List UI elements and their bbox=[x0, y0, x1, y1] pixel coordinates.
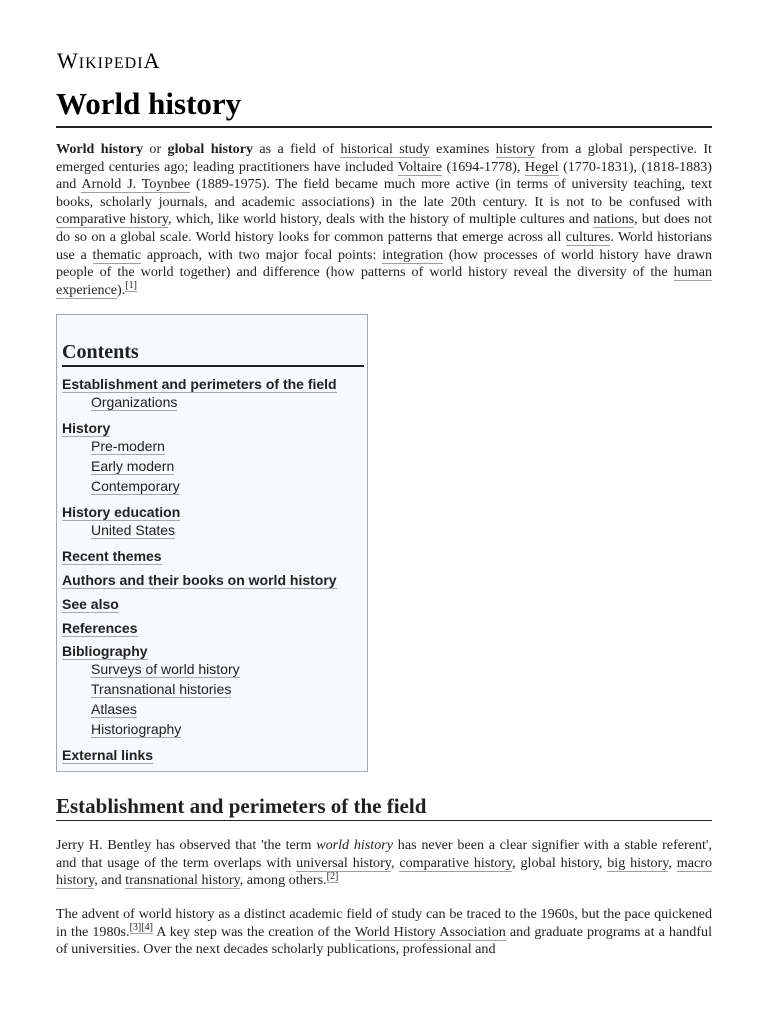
text: , but does not do so on a global scale. World history looks for common patterns that emerge across all bbox=[56, 211, 712, 245]
link-arnold-toynbee[interactable]: Arnold J. Toynbee bbox=[81, 176, 191, 193]
toc-item-surveys[interactable]: Surveys of world history bbox=[91, 661, 240, 677]
bold-term: World history bbox=[56, 141, 144, 157]
text: . World historians use a bbox=[56, 228, 712, 263]
bold-term: global history bbox=[167, 141, 253, 157]
link-thematic[interactable]: thematic bbox=[92, 246, 142, 263]
link-human-experience[interactable]: human experience bbox=[56, 264, 712, 298]
toc-item-united-states[interactable]: United States bbox=[91, 522, 176, 538]
toc-item-authors[interactable]: Authors and their books on world history bbox=[62, 572, 337, 588]
section-paragraph bbox=[56, 906, 712, 959]
citation-4[interactable]: [4] bbox=[141, 921, 153, 933]
emphasis: world history bbox=[316, 837, 394, 853]
text: (1889-1975). The field became much more active (in terms of university teaching, text books, scholarly journals, and academic associations) in the late 20th century. It is not to be confused with bbox=[56, 176, 712, 210]
link-integration[interactable]: integration bbox=[382, 246, 444, 263]
toc-item-transnational[interactable]: Transnational histories bbox=[91, 681, 232, 697]
text: as a field of bbox=[253, 141, 341, 157]
citation-3[interactable]: [3] bbox=[129, 921, 142, 933]
link-cultures[interactable]: cultures bbox=[565, 228, 611, 245]
text: , among others. bbox=[239, 872, 327, 889]
intro-paragraph bbox=[56, 141, 712, 299]
toc-item-historiography[interactable]: Historiography bbox=[91, 721, 182, 737]
toc-item-history-education[interactable]: History education bbox=[62, 504, 181, 520]
toc-item-early-modern[interactable]: Early modern bbox=[91, 458, 175, 474]
link-voltaire[interactable]: Voltaire bbox=[397, 158, 442, 175]
text: and graduate programs at a handful of universities. Over the next decades scholarly publications, professional and bbox=[56, 923, 712, 958]
link-nations[interactable]: nations bbox=[593, 211, 635, 228]
section-paragraph bbox=[56, 837, 712, 890]
text: Jerry H. Bentley has observed that 'the term bbox=[56, 837, 317, 853]
table-of-contents bbox=[56, 314, 368, 772]
toc-item-atlases[interactable]: Atlases bbox=[91, 701, 137, 717]
toc-item-recent-themes[interactable]: Recent themes bbox=[62, 548, 162, 564]
text: The advent of world history as a distinct academic field of study can be traced to the 1960s, but the pace quickened in the 1980s. bbox=[56, 906, 712, 940]
text: (1770-1831), (1818-1883) and bbox=[56, 158, 712, 193]
link-comparative-history[interactable]: comparative history bbox=[56, 211, 169, 228]
text: (1694-1778), bbox=[441, 158, 525, 175]
page-title: World history bbox=[56, 84, 712, 128]
wikipedia-logo[interactable]: WIKIPEDIA bbox=[57, 48, 161, 73]
toc-item-pre-modern[interactable]: Pre-modern bbox=[91, 438, 165, 454]
citation-2[interactable]: [2] bbox=[326, 870, 339, 882]
toc-item-history[interactable]: History bbox=[62, 420, 111, 436]
text: , bbox=[668, 854, 677, 871]
text: , and bbox=[94, 872, 126, 889]
citation-1[interactable]: [1] bbox=[125, 280, 137, 292]
link-macro-history[interactable]: macro history bbox=[56, 854, 712, 889]
text: (how processes of world history have drawn people of the world together) and difference (how patterns of world history reveal the diversity of the bbox=[56, 246, 712, 281]
link-comparative-history[interactable]: comparative history bbox=[399, 854, 513, 871]
text: has never been a clear signifier with a stable referent', and that usage of the term overlaps with bbox=[56, 837, 712, 871]
link-universal-history[interactable]: universal history bbox=[296, 854, 391, 871]
toc-item-organizations[interactable]: Organizations bbox=[91, 394, 178, 410]
toc-item-external-links[interactable]: External links bbox=[62, 747, 154, 763]
text: , global history, bbox=[512, 854, 608, 871]
toc-item-contemporary[interactable]: Contemporary bbox=[91, 478, 180, 494]
link-hegel[interactable]: Hegel bbox=[524, 158, 559, 175]
link-historical-study[interactable]: historical study bbox=[340, 141, 430, 157]
link-world-history-association[interactable]: World History Association bbox=[354, 923, 506, 940]
text: or bbox=[143, 141, 168, 157]
toc-item-establishment[interactable]: Establishment and perimeters of the field bbox=[62, 376, 337, 392]
link-history[interactable]: history bbox=[495, 141, 535, 157]
text: examines bbox=[429, 141, 496, 157]
text: , which, like world history, deals with the history of multiple cultures and bbox=[168, 211, 594, 228]
text: from a global perspective. It emerged centuries ago; leading practitioners have included bbox=[56, 141, 712, 175]
section-heading: Establishment and perimeters of the field bbox=[56, 792, 712, 821]
text: , bbox=[390, 854, 400, 871]
toc-item-references[interactable]: References bbox=[62, 620, 138, 636]
toc-title: Contents bbox=[62, 339, 364, 367]
link-transnational-history[interactable]: transnational history bbox=[125, 872, 240, 889]
text: A key step was the creation of the bbox=[152, 923, 355, 940]
toc-item-see-also[interactable]: See also bbox=[62, 596, 119, 612]
link-big-history[interactable]: big history bbox=[607, 854, 669, 871]
toc-item-bibliography[interactable]: Bibliography bbox=[62, 643, 148, 659]
text: ). bbox=[117, 281, 126, 298]
text: approach, with two major focal points: bbox=[141, 246, 383, 263]
